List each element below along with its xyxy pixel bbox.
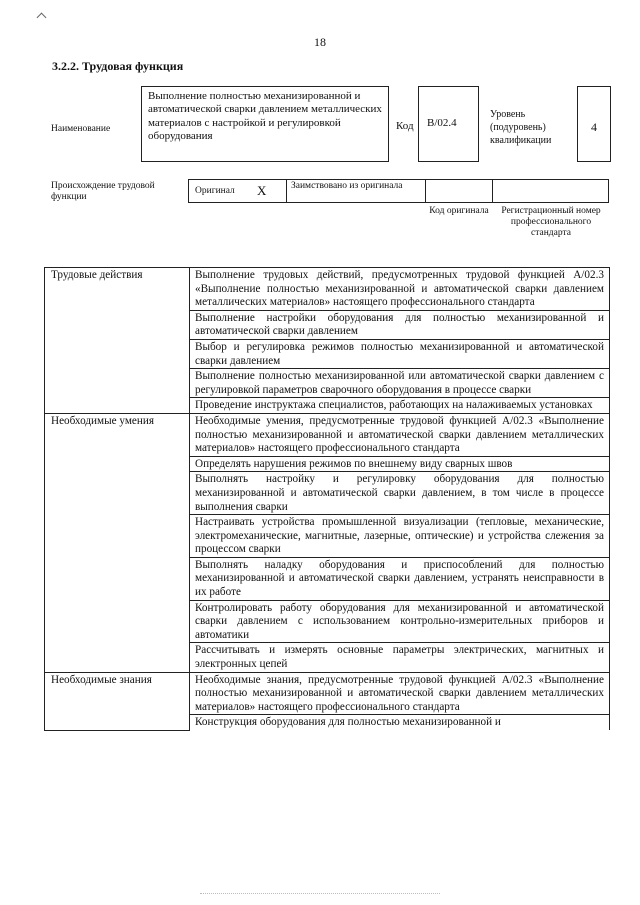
- table-cell: Конструкция оборудования для полностью механизированной и: [190, 715, 610, 730]
- code-original-cell: [425, 179, 493, 203]
- category-cell: Трудовые действия: [45, 268, 190, 414]
- section-title: 3.2.2. Трудовая функция: [52, 59, 184, 73]
- original-mark: X: [257, 183, 267, 198]
- category-cell: Необходимые умения: [45, 413, 190, 672]
- original-cell: [188, 179, 287, 203]
- level-label: Уровень (подуровень) квалификации: [490, 109, 552, 146]
- page-number: 18: [314, 35, 326, 49]
- borrowed-cell: [286, 179, 426, 203]
- origin-table: [188, 179, 609, 203]
- footer-mark: [200, 893, 440, 894]
- table-cell: Определять нарушения режимов по внешнему виду сварных швов: [190, 456, 610, 472]
- code-original-label: Код оригинала: [429, 206, 489, 216]
- table-cell: Необходимые знания, предусмотренные трудовой функцией А/02.3 «Выполнение полностью механизированной и автоматической сварки давлением металлических материалов» настоящего профессионального стандарта: [190, 672, 610, 715]
- table-row: [45, 268, 610, 311]
- table-cell: Выполнение настройки оборудования для полностью механизированной и автоматической сварки давлением: [190, 310, 610, 339]
- table-row: [45, 413, 610, 456]
- table-row: [45, 672, 610, 715]
- function-name-box: Выполнение полностью механизированной и автоматической сварки давлением металлических материалов с настройкой и регулировкой оборудования: [141, 86, 389, 162]
- code-label: Код: [396, 120, 414, 132]
- corner-mark: [37, 13, 47, 23]
- function-details-table: [44, 267, 610, 731]
- table-cell: Выполнять наладку оборудования и приспособлений для полностью механизированной и автоматической сварки давлением, устранять неисправности в их работе: [190, 557, 610, 600]
- name-label: Наименование: [51, 124, 111, 134]
- table-cell: Необходимые умения, предусмотренные трудовой функцией А/02.3 «Выполнение полностью механизированной и автоматической сварки давлением металлических материалов» настоящего профессионального стандарта: [190, 413, 610, 456]
- table-cell: Выполнение полностью механизированной или автоматической сварки давлением с регулировкой параметров сварочного оборудования в процессе сварки: [190, 369, 610, 398]
- table-cell: Настраивать устройства промышленной визуализации (тепловые, механические, электромеханические, магнитные, лазерные, оптические) и устройства слежения за процессом сварки: [190, 515, 610, 558]
- level-value-box: 4: [577, 86, 611, 162]
- table-cell: Выбор и регулировка режимов полностью механизированной и автоматической сварки давлением: [190, 339, 610, 368]
- table-cell: Контролировать работу оборудования для механизированной и автоматической сварки давлением с использованием контрольно-измерительных приборов и автоматики: [190, 600, 610, 643]
- original-label: Оригинал: [195, 186, 235, 196]
- borrowed-label: Заимствовано из оригинала: [291, 181, 403, 191]
- table-cell: Рассчитывать и измерять основные параметры электрических, магнитных и электронных цепей: [190, 643, 610, 672]
- code-value-box: B/02.4: [418, 86, 479, 162]
- category-cell: Необходимые знания: [45, 672, 190, 730]
- table-cell: Выполнять настройку и регулировку оборудования для полностью механизированной и автоматической сварки давлением, в том числе в процессе выполнения сварки: [190, 472, 610, 515]
- table-cell: Проведение инструктажа специалистов, работающих на налаживаемых установках: [190, 398, 610, 414]
- reg-number-label: Регистрационный номер профессионального стандарта: [501, 206, 601, 238]
- table-cell: Выполнение трудовых действий, предусмотренных трудовой функцией А/02.3 «Выполнение полностью механизированной и автоматической сварки давлением металлических материалов» настоящего профессионального стандарта: [190, 268, 610, 311]
- origin-label: Происхождение трудовой функции: [51, 181, 155, 202]
- reg-number-cell: [492, 179, 609, 203]
